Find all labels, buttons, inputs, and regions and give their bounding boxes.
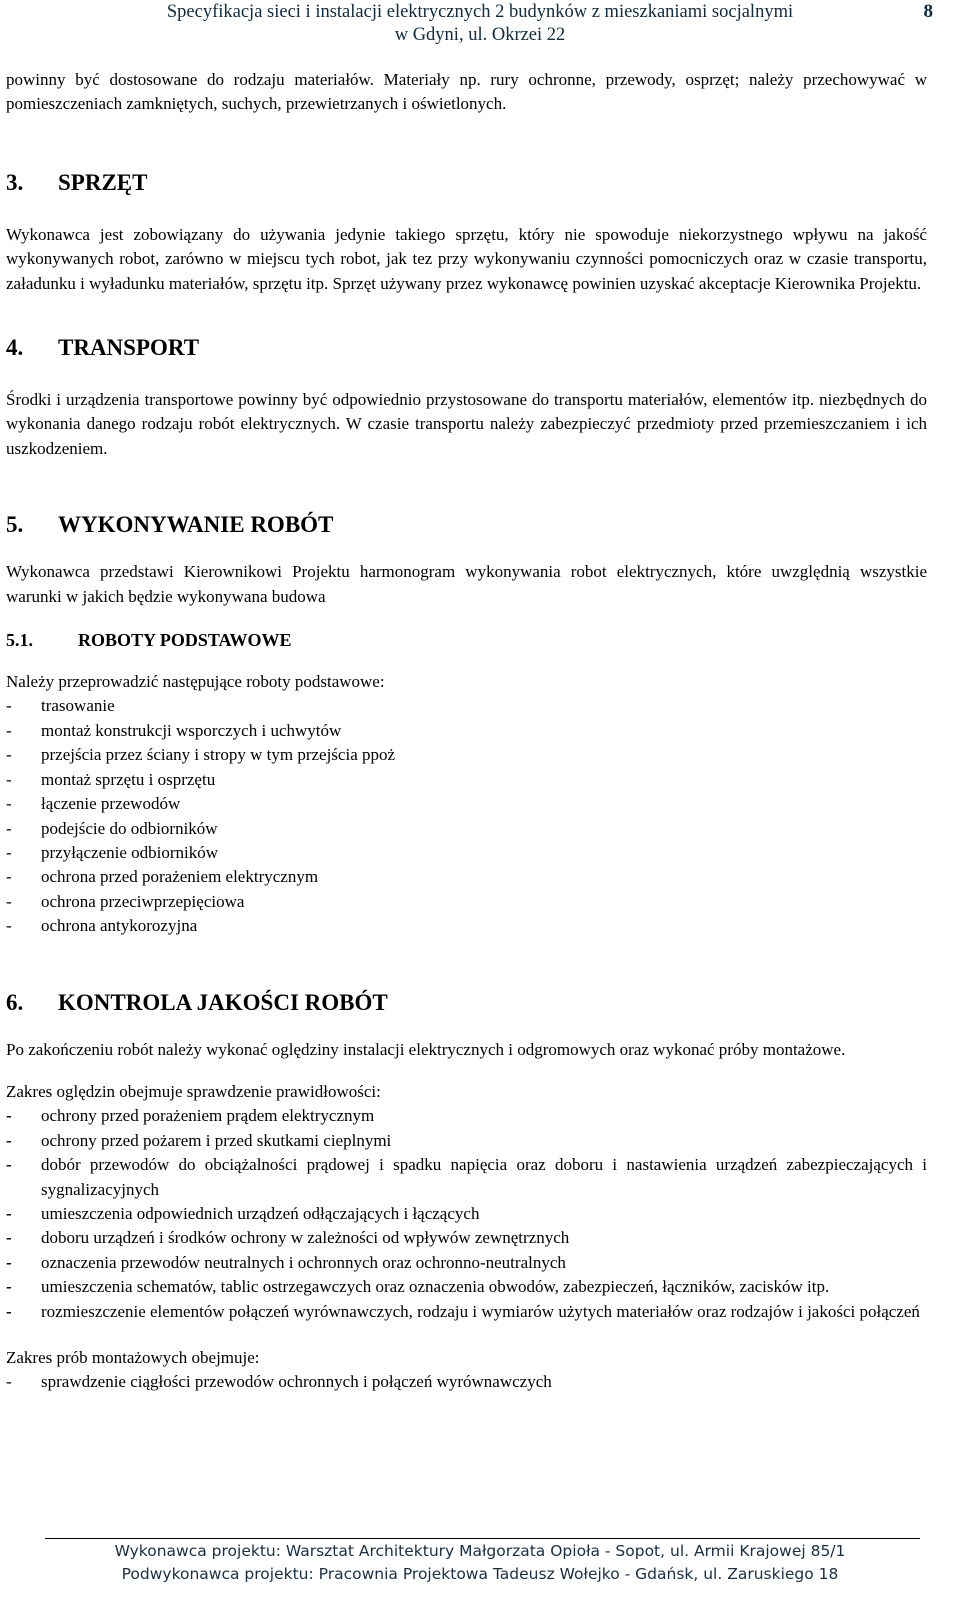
section-6-heading: 6. KONTROLA JAKOŚCI ROBÓT — [6, 989, 388, 1015]
tests-scope-list — [6, 1370, 927, 1394]
section-3-heading: 3. SPRZĘT — [6, 169, 148, 195]
list-item: - łączenie przewodów — [6, 792, 927, 816]
list-item: - przejścia przez ściany i stropy w tym przejścia ppoż — [6, 743, 927, 767]
footer-subcontractor: Podwykonawca projektu: Pracownia Projektowa Tadeusz Wołejko - Gdańsk, ul. Zaruskiego 18 — [121, 1565, 839, 1583]
section-5-1-intro: Należy przeprowadzić następujące roboty podstawowe: — [6, 672, 385, 692]
section-4-heading: 4. TRANSPORT — [6, 335, 200, 361]
list-item: - ochrony przed pożarem i przed skutkami cieplnymi — [6, 1129, 927, 1153]
list-item: - przyłączenie odbiorników — [6, 841, 927, 865]
intro-paragraph: powinny być dostosowane do rodzaju materiałów. Materiały np. rury ochronne, przewody, osprzęt; należy przechowywać w pomieszczeniach zamkniętych, suchych, przewietrzanych i oświetlonych. — [6, 70, 927, 114]
document-address: w Gdyni, ul. Okrzei 22 — [394, 25, 566, 45]
list-item: - montaż sprzętu i osprzętu — [6, 768, 927, 792]
list-item: - dobór przewodów do obciążalności prądowej i spadku napięcia oraz doboru i nastawienia urządzeń zabezpieczających i sygnalizacyjnych — [6, 1153, 927, 1202]
document-body — [6, 68, 927, 1395]
basic-works-list — [6, 694, 927, 938]
section-5-1-heading: 5.1. ROBOTY PODSTAWOWE — [6, 630, 292, 651]
inspection-scope-intro: Zakres oględzin obejmuje sprawdzenie prawidłowości: — [6, 1081, 381, 1101]
list-item: - trasowanie — [6, 694, 927, 718]
inspection-scope-list — [6, 1104, 927, 1324]
footer-contractor: Wykonawca projektu: Warsztat Architektury Małgorzata Opioła - Sopot, ul. Armii Krajowej 85/1 — [114, 1542, 846, 1560]
list-item: - montaż konstrukcji wsporczych i uchwytów — [6, 719, 927, 743]
section-6-text: Po zakończeniu robót należy wykonać oględziny instalacji elektrycznych i odgromowych oraz wykonać próby montażowe. — [6, 1039, 846, 1059]
list-item: - ochrona antykorozyjna — [6, 914, 927, 938]
list-item: - sprawdzenie ciągłości przewodów ochronnych i połączeń wyrównawczych — [6, 1370, 927, 1394]
section-5-text: Wykonawca przedstawi Kierownikowi Projektu harmonogram wykonywania robot elektrycznych, które uwzględnią wszystkie warunki w jakich będzie wykonywana budowa — [6, 562, 927, 606]
list-item: - oznaczenia przewodów neutralnych i ochronnych oraz ochronno-neutralnych — [6, 1251, 927, 1275]
page-number: 8 — [923, 1, 933, 22]
section-3-text: Wykonawca jest zobowiązany do używania jedynie takiego sprzętu, który nie spowoduje niekorzystnego wpływu na jakość wykonywanych robot, zarówno w miejscu tych robot, jak tez przy wykonywaniu czynności pomocniczych oraz w czasie transportu, załadunku i wyładunku materiałów, sprzętu itp. Sprzęt używany przez wykonawcę powinien uzyskać akceptacje Kierownika Projektu. — [6, 224, 927, 293]
list-item: - umieszczenia schematów, tablic ostrzegawczych oraz oznaczenia obwodów, zabezpieczeń, łączników, zacisków itp. — [6, 1275, 927, 1299]
section-5-heading: 5. WYKONYWANIE ROBÓT — [6, 512, 334, 538]
list-item: - rozmieszczenie elementów połączeń wyrównawczych, rodzaju i wymiarów użytych materiałów oraz rodzajów i jakości połączeń — [6, 1300, 927, 1324]
section-4-text: Środki i urządzenia transportowe powinny być odpowiednio przystosowane do transportu materiałów, elementów itp. niezbędnych do wykonania danego rodzaju robót elektrycznych. W czasie transportu należy zabezpieczyć przedmioty przed przemieszczaniem i ich uszkodzeniem. — [6, 390, 927, 458]
list-item: - umieszczenia odpowiednich urządzeń odłączających i łączących — [6, 1202, 927, 1226]
list-item: - ochrona przeciwprzepięciowa — [6, 890, 927, 914]
list-item: - podejście do odbiorników — [6, 817, 927, 841]
list-item: - ochrony przed porażeniem prądem elektrycznym — [6, 1104, 927, 1128]
list-item: - ochrona przed porażeniem elektrycznym — [6, 865, 927, 889]
footer-divider — [45, 1538, 920, 1539]
list-item: - doboru urządzeń i środków ochrony w zależności od wpływów zewnętrznych — [6, 1226, 927, 1250]
page-header — [0, 0, 960, 50]
tests-scope-intro: Zakres prób montażowych obejmuje: — [6, 1348, 260, 1367]
document-title: Specyfikacja sieci i instalacji elektrycznych 2 budynków z mieszkaniami socjalnymi — [166, 2, 794, 22]
